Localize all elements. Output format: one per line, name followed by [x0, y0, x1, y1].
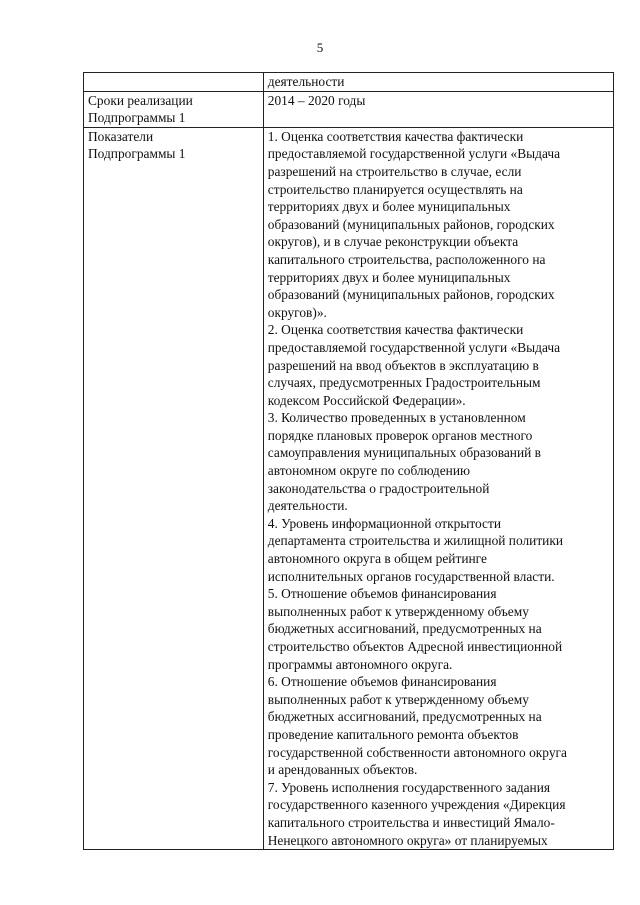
content-line: самоуправления муниципальных образований в [267, 445, 541, 461]
content-line: капитального строительства, расположенного на [267, 251, 546, 267]
row-label-line: Сроки реализации [88, 92, 193, 108]
content-line: 2. Оценка соответствия качества фактически [267, 322, 524, 338]
content-line: департамента строительства и жилищной политики [267, 533, 564, 549]
row-content-cell [263, 91, 613, 127]
row-label-line: Подпрограммы 1 [88, 146, 186, 162]
content-line: 3. Количество проведенных в установленном [267, 410, 526, 426]
content-line: 6. Отношение объемов финансирования [267, 674, 497, 690]
content-line: капитального строительства и инвестиций Ямало- [267, 814, 555, 830]
content-line: бюджетных ассигнований, предусмотренных на [267, 621, 542, 637]
table-row [84, 127, 614, 849]
content-line: Ненецкого автономного округа» от планируемых [267, 832, 548, 848]
row-label-cell [84, 73, 264, 92]
program-table [83, 72, 614, 850]
content-line: и арендованных объектов. [267, 762, 418, 778]
row-content-cell [263, 73, 613, 92]
content-line: 5. Отношение объемов финансирования [267, 586, 497, 602]
content-line: образований (муниципальных районов, городских [267, 216, 555, 232]
content-line: образований (муниципальных районов, городских [267, 287, 555, 303]
row-label-line: Показатели [88, 128, 154, 144]
content-line: предоставляемой государственной услуги «Выдача [267, 339, 561, 355]
content-line: округов), и в случае реконструкции объекта [267, 234, 519, 250]
content-line: законодательства о градостроительной [267, 480, 490, 496]
row-label-line: Подпрограммы 1 [88, 110, 186, 126]
content-line: разрешений на строительство в случае, если [267, 163, 522, 179]
content-line: 4. Уровень информационной открытости [267, 515, 501, 531]
content-line: бюджетных ассигнований, предусмотренных на [267, 709, 542, 725]
content-line: 1. Оценка соответствия качества фактически [267, 128, 524, 144]
content-line: деятельности. [267, 498, 348, 514]
content-line: случаях, предусмотренных Градостроительным [267, 375, 541, 391]
content-line: государственной собственности автономного округа [267, 744, 567, 760]
table-row [84, 73, 614, 92]
content-line: выполненных работ к утвержденному объему [267, 691, 529, 707]
content-line: автономном округе по соблюдению [267, 463, 471, 479]
content-line: кодексом Российской Федерации». [267, 392, 466, 408]
content-line: проведение капитального ремонта объектов [267, 726, 519, 742]
content-line: деятельности [267, 74, 345, 89]
content-line: государственного казенного учреждения «Дирекция [267, 797, 566, 813]
row-label-cell [84, 91, 264, 127]
content-line: 2014 – 2020 годы [267, 92, 366, 108]
content-line: программы автономного округа. [267, 656, 453, 672]
content-line: территориях двух и более муниципальных [267, 199, 511, 215]
table-row [84, 91, 614, 127]
content-line: строительство планируется осуществлять на [267, 181, 523, 197]
content-line: автономного округа в общем рейтинге [267, 551, 487, 567]
content-line: строительство объектов Адресной инвестиционной [267, 639, 563, 654]
content-line: исполнительных органов государственной власти. [267, 568, 555, 584]
content-line: предоставляемой государственной услуги «Выдача [267, 146, 561, 162]
content-line: выполненных работ к утвержденному объему [267, 603, 529, 619]
content-line: 7. Уровень исполнения государственного задания [267, 779, 551, 795]
row-label-cell [84, 127, 264, 849]
content-line: разрешений на ввод объектов в эксплуатацию в [267, 357, 539, 373]
page-number: 5 [316, 40, 324, 55]
content-line: порядке плановых проверок органов местного [267, 427, 533, 443]
content-line: округов)». [267, 304, 327, 320]
content-line: территориях двух и более муниципальных [267, 269, 511, 285]
row-content-cell [263, 127, 613, 849]
